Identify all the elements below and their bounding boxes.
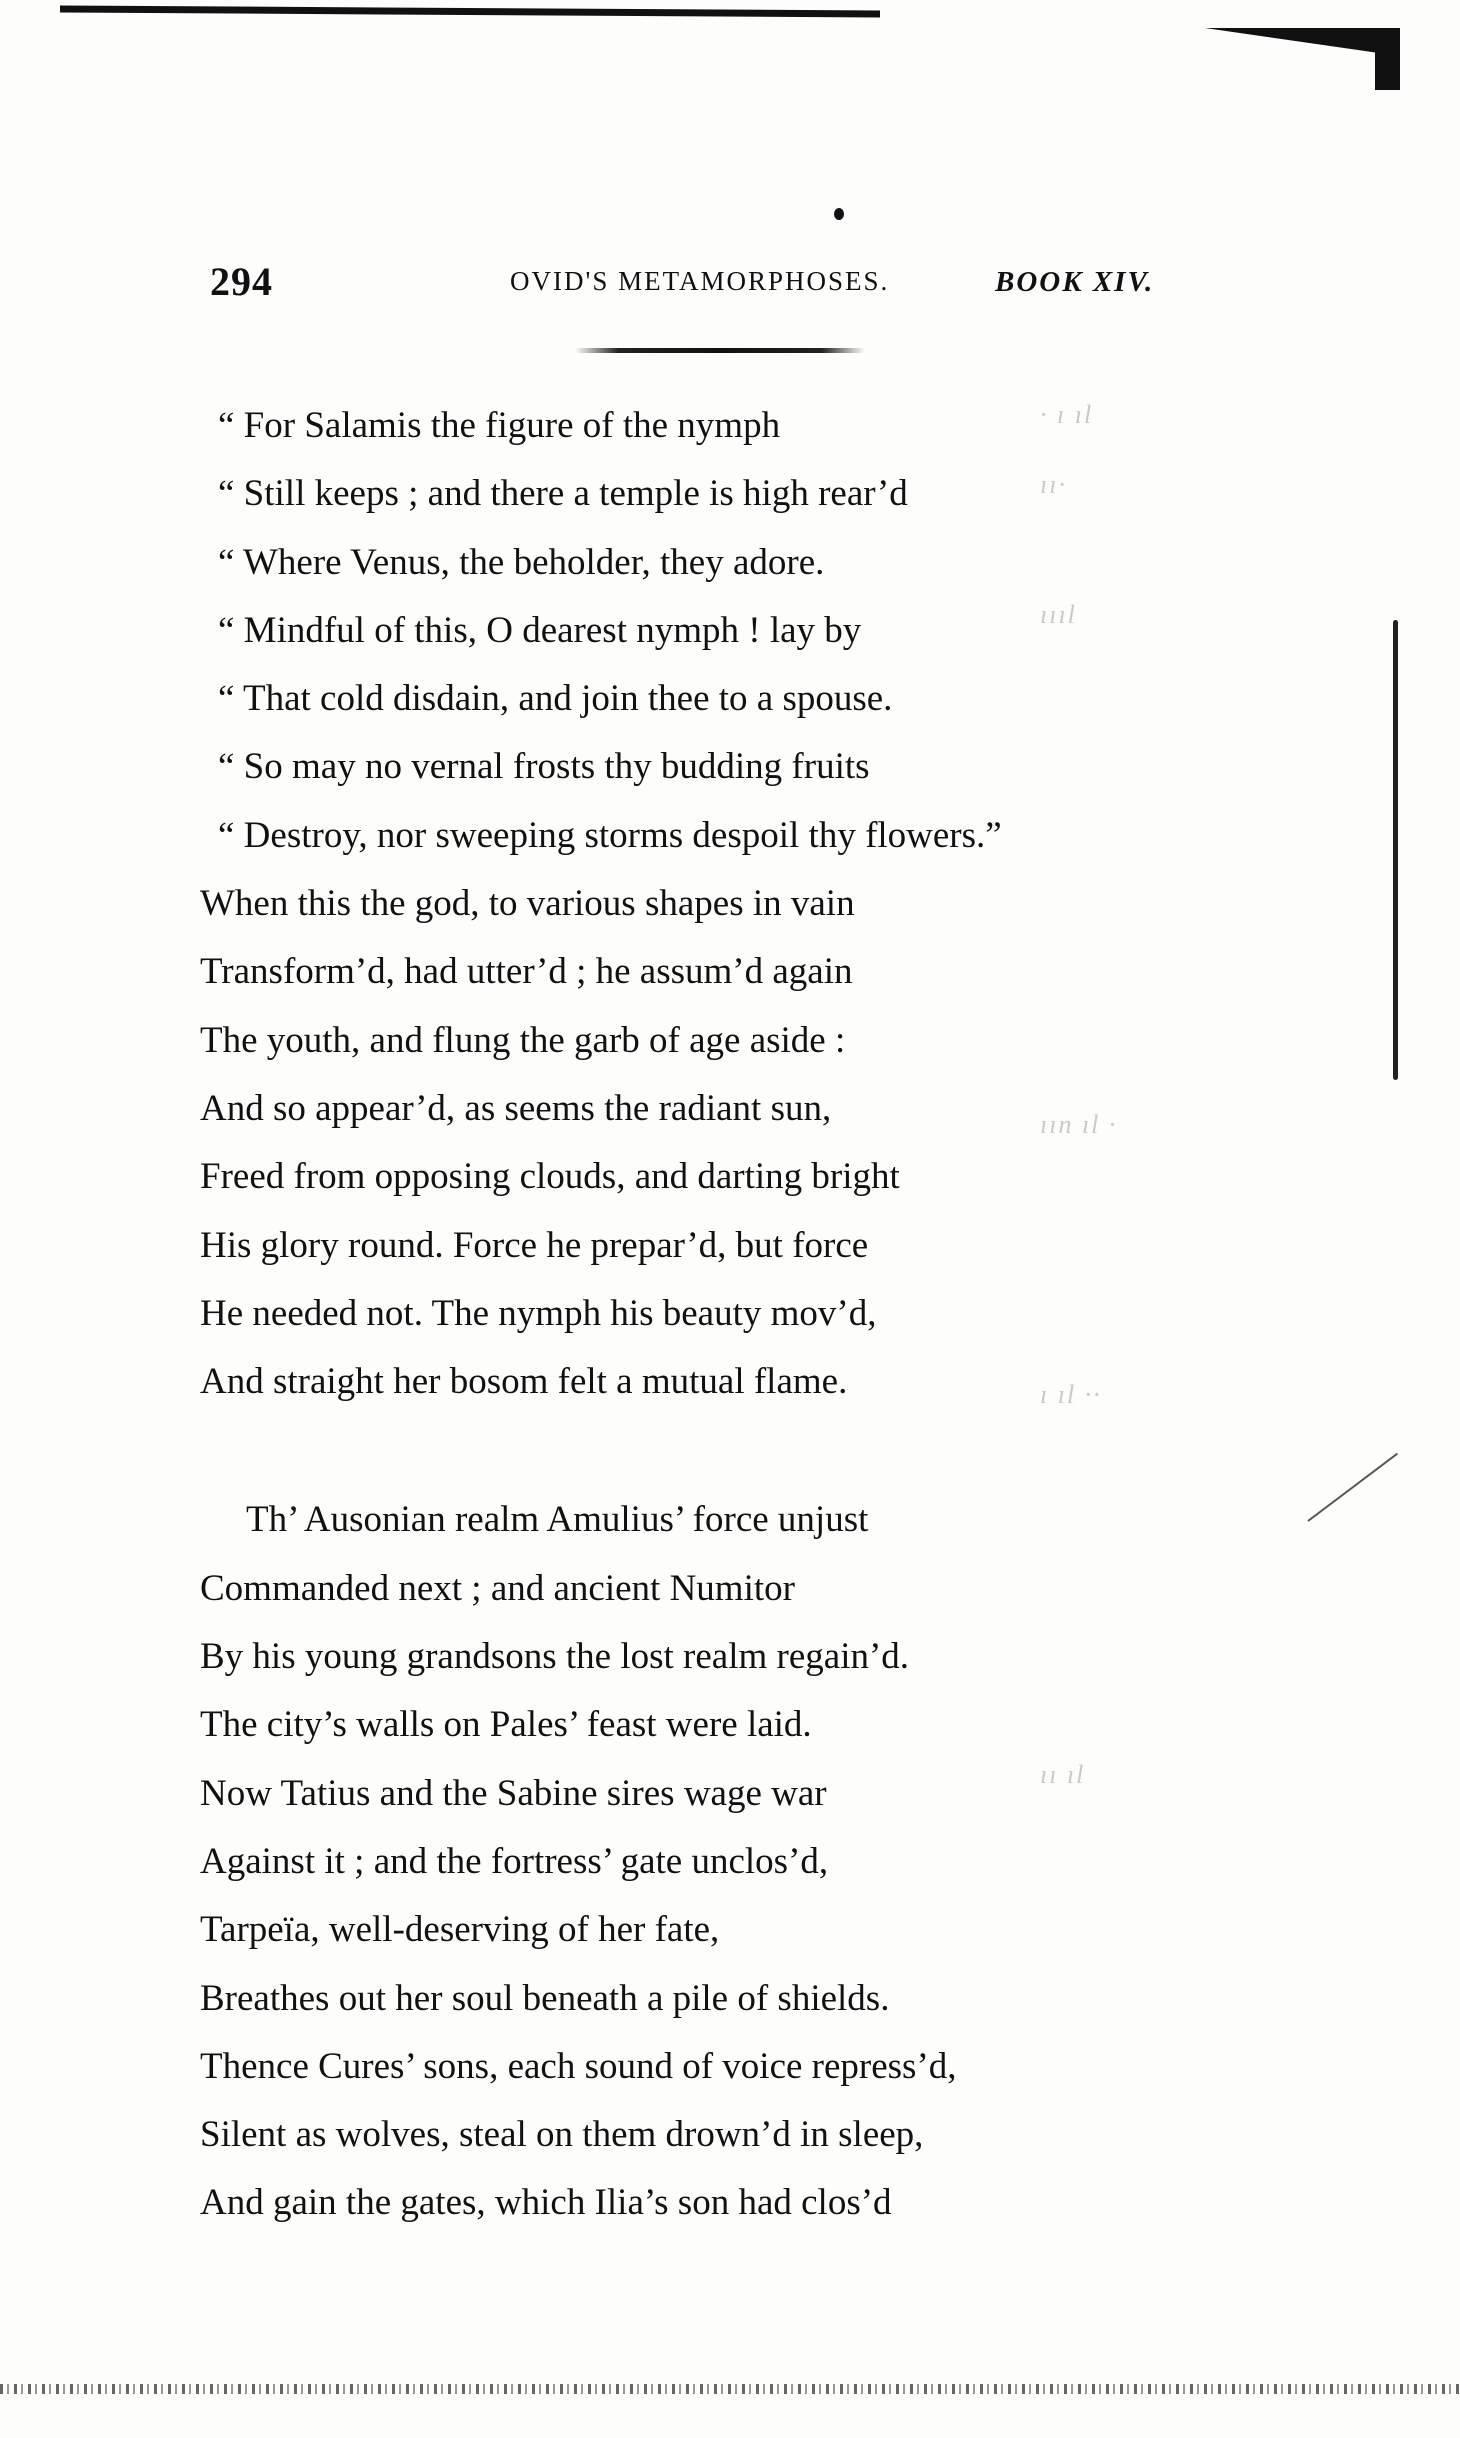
verse-line: “ For Salamis the figure of the nymph: [218, 405, 781, 446]
verse-line: His glory round. Force he prepar’d, but force: [200, 1224, 869, 1266]
verse-line: “ Mindful of this, O dearest nymph ! lay by: [218, 609, 862, 651]
ink-dot: [834, 208, 844, 220]
verse-line: The city’s walls on Pales’ feast were laid.: [200, 1704, 812, 1746]
verse-line: Tarpeïa, well-deserving of her fate,: [200, 1909, 720, 1951]
verse-line: Commanded next ; and ancient Numitor: [200, 1567, 795, 1609]
verse-line: Freed from opposing clouds, and darting bright: [200, 1156, 900, 1198]
verse-line: Th’ Ausonian realm Amulius’ force unjust: [246, 1499, 869, 1541]
verse-line: Thence Cures’ sons, each sound of voice repress’d,: [200, 2045, 957, 2087]
bleed-through-mark: ıı·: [1040, 470, 1067, 499]
scan-gutter-line: [1393, 620, 1398, 1080]
scan-bottom-edge: [0, 2384, 1460, 2394]
bleed-through-mark: ı ıl ··: [1040, 1380, 1102, 1409]
bleed-through-mark: ıı ıl: [1040, 1760, 1086, 1789]
verse-line: “ Still keeps ; and there a temple is high rear’d: [218, 473, 908, 515]
verse-line: The youth, and flung the garb of age aside :: [200, 1019, 846, 1061]
running-head: [210, 258, 1240, 308]
page-number: 294: [210, 259, 273, 304]
stanza: [200, 1486, 1200, 2237]
book-number: BOOK XIV.: [995, 266, 1155, 298]
stray-pencil-mark: [1307, 1453, 1398, 1522]
verse-line: Silent as wolves, steal on them drown’d in sleep,: [200, 2114, 924, 2156]
verse-line: By his young grandsons the lost realm regain’d.: [200, 1636, 910, 1678]
verse-line: And gain the gates, which Ilia’s son had clos’d: [200, 2182, 892, 2224]
verse-line: When this the god, to various shapes in vain: [200, 883, 855, 925]
book-title: OVID'S METAMORPHOSES.: [510, 266, 890, 296]
verse-line: Now Tatius and the Sabine sires wage war: [200, 1772, 827, 1814]
verse-line: “ So may no vernal frosts thy budding fruits: [218, 746, 870, 788]
verse-line: And straight her bosom felt a mutual flame.: [200, 1361, 848, 1403]
poem-text: [200, 392, 1200, 2238]
scan-corner-block: [1375, 28, 1400, 90]
scan-top-edge: [60, 5, 880, 17]
verse-line: Against it ; and the fortress’ gate unclos’d,: [200, 1840, 829, 1882]
stanza: [200, 392, 1200, 1416]
stanza-break: [200, 1416, 1200, 1486]
bleed-through-mark: · ı ıl: [1040, 400, 1094, 429]
scan-corner-shadow: [1205, 28, 1400, 56]
verse-line: “ That cold disdain, and join thee to a spouse.: [218, 678, 893, 720]
verse-line: Breathes out her soul beneath a pile of shields.: [200, 1977, 890, 2019]
verse-line: “ Where Venus, the beholder, they adore.: [218, 541, 825, 583]
bleed-through-mark: ıııl: [1040, 600, 1077, 629]
verse-line: Transform’d, had utter’d ; he assum’d again: [200, 951, 853, 993]
header-rule: [575, 348, 865, 353]
verse-line: He needed not. The nymph his beauty mov’d,: [200, 1292, 877, 1334]
verse-line: And so appear’d, as seems the radiant sun,: [200, 1087, 832, 1129]
verse-line: “ Destroy, nor sweeping storms despoil thy flowers.”: [218, 814, 1002, 856]
bleed-through-mark: ıın ıl ·: [1040, 1110, 1118, 1139]
